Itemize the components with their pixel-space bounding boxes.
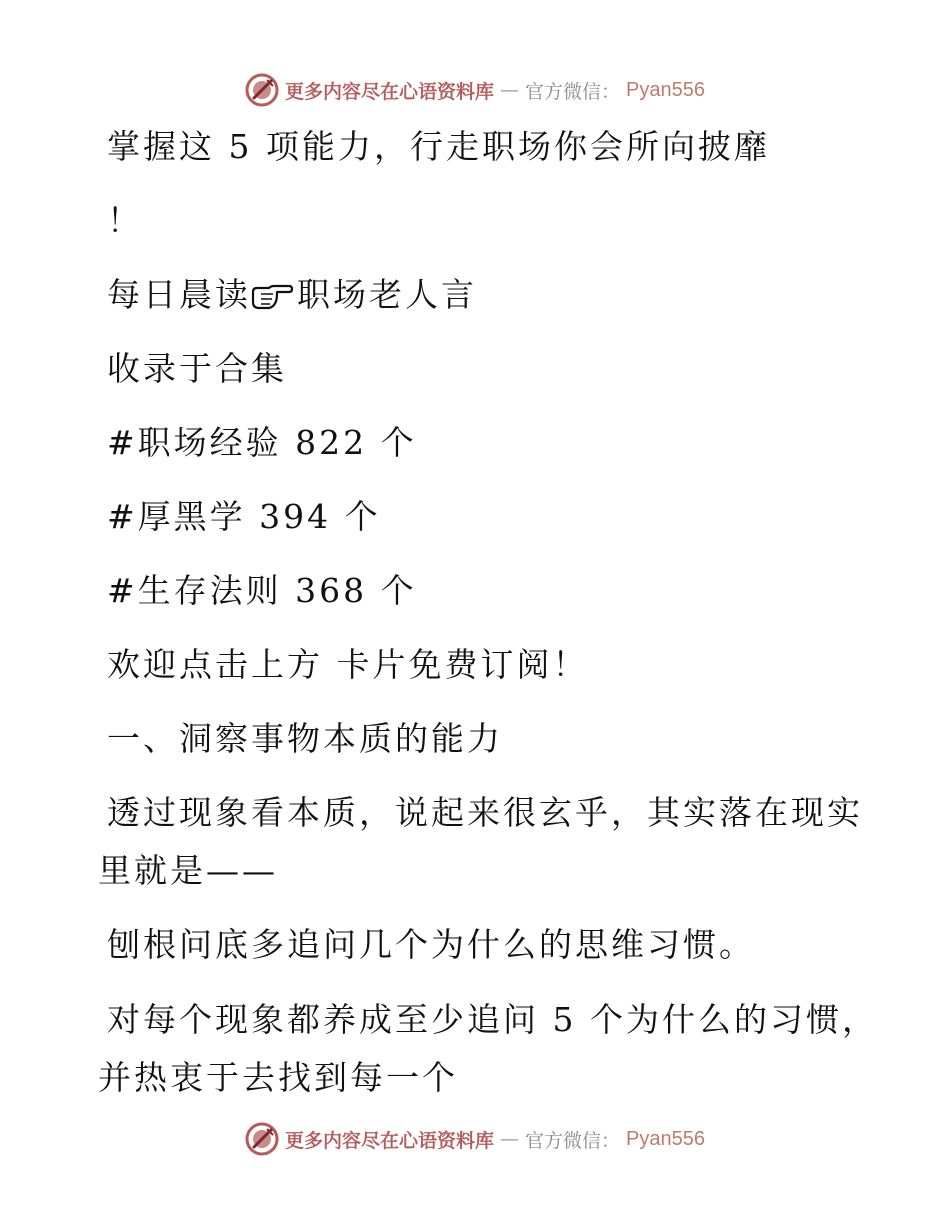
tag-unit: 个 bbox=[380, 423, 417, 462]
tag-unit: 个 bbox=[344, 497, 381, 536]
seal-logo-icon bbox=[245, 1122, 279, 1156]
watermark-wechat-label: 官方微信： bbox=[525, 1129, 621, 1152]
watermark-separator: — bbox=[500, 79, 520, 101]
column-name: 职场老人言 bbox=[297, 275, 477, 314]
column-line bbox=[107, 275, 477, 315]
watermark-site-text: 更多内容尽在心语资料库 bbox=[285, 1129, 495, 1152]
subscribe-prompt: 欢迎点击上方 卡片免费订阅！ bbox=[107, 645, 589, 684]
section-heading: 一、洞察事物本质的能力 bbox=[107, 719, 503, 758]
article-title-line-1: 掌握这 5 项能力，行走职场你会所向披靡 bbox=[107, 127, 770, 166]
paragraph-2-line-1: 刨根问底多追问几个为什么的思维习惯。 bbox=[107, 925, 755, 964]
watermark-wechat-id: Pyan556 bbox=[626, 1127, 705, 1150]
pointing-hand-icon bbox=[249, 282, 293, 312]
tag-count: 368 bbox=[295, 571, 368, 610]
tag-item[interactable] bbox=[107, 497, 381, 537]
tag-item[interactable] bbox=[107, 423, 417, 463]
tag-name: #生存法则 bbox=[107, 571, 282, 610]
article-title-line-2: ！ bbox=[107, 201, 143, 240]
tag-item[interactable] bbox=[107, 571, 417, 611]
paragraph-3-line-1: 对每个现象都养成至少追问 5 个为什么的习惯， bbox=[107, 1000, 878, 1039]
tag-name: #厚黑学 bbox=[107, 497, 246, 536]
tag-name: #职场经验 bbox=[107, 423, 282, 462]
paragraph-1-line-1: 透过现象看本质，说起来很玄乎，其实落在现实 bbox=[107, 793, 863, 832]
tag-count: 394 bbox=[259, 497, 332, 536]
tag-unit: 个 bbox=[380, 571, 417, 610]
column-prefix: 每日晨读 bbox=[107, 275, 251, 314]
tag-count: 822 bbox=[295, 423, 368, 462]
watermark-wechat-label: 官方微信： bbox=[525, 80, 621, 103]
collection-label: 收录于合集 bbox=[107, 349, 287, 388]
watermark-wechat-id: Pyan556 bbox=[626, 78, 705, 101]
watermark-banner-bottom bbox=[0, 1119, 950, 1159]
watermark-separator: — bbox=[500, 1128, 520, 1150]
watermark-site-text: 更多内容尽在心语资料库 bbox=[285, 80, 495, 103]
paragraph-1-line-2: 里就是—— bbox=[98, 851, 278, 890]
paragraph-3-line-2: 并热衷于去找到每一个 bbox=[98, 1058, 458, 1097]
